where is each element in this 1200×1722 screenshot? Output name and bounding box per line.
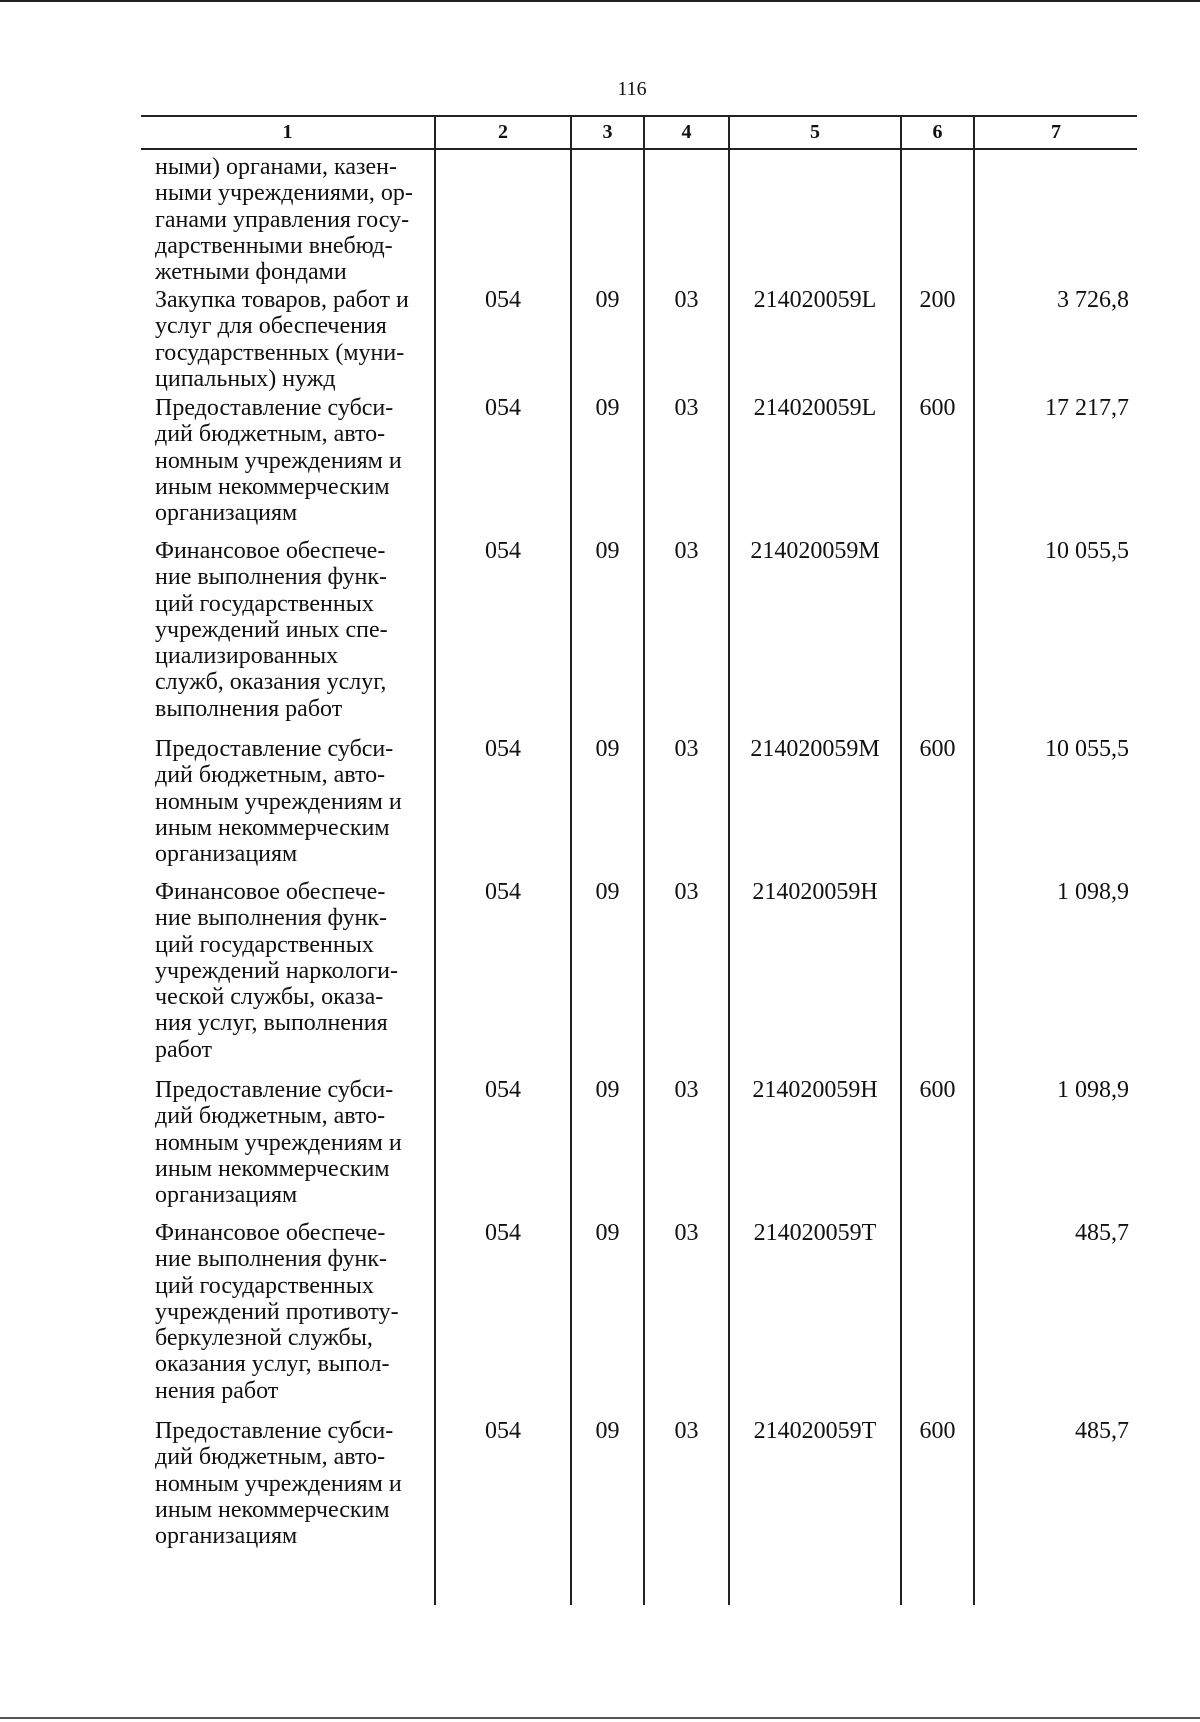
target-article-text: 214020059M	[750, 538, 880, 564]
scan-edge-top	[0, 0, 1200, 2]
description-cell	[141, 1077, 435, 1220]
header-col-1: 1	[141, 116, 435, 149]
amount-text: 17 217,7	[1045, 395, 1129, 421]
ministry-code-text: 054	[485, 736, 521, 762]
section-text: 09	[595, 736, 620, 762]
amount-cell	[974, 395, 1137, 538]
table-row	[141, 287, 1137, 395]
expense-type-text: 600	[919, 1418, 956, 1444]
description-text: ными) органами, казен- ными учреждениями, ор- ганами управления госу- дарственными внебюд- жетными фондами	[155, 154, 413, 286]
expense-type-cell	[901, 1220, 974, 1418]
ministry-code-cell	[435, 1418, 571, 1605]
expense-type-cell	[901, 736, 974, 879]
section-text: 09	[595, 287, 620, 313]
ministry-code-text: 054	[485, 538, 521, 564]
section-text: 09	[595, 1418, 620, 1444]
ministry-code-cell	[435, 736, 571, 879]
target-article-text: 214020059H	[752, 879, 878, 905]
expense-type-text: 600	[919, 395, 956, 421]
ministry-code-cell	[435, 149, 571, 287]
subsection-cell	[644, 538, 729, 736]
description-cell	[141, 538, 435, 736]
subsection-cell	[644, 1220, 729, 1418]
scan-edge-bottom	[0, 1717, 1200, 1719]
section-cell	[571, 538, 644, 736]
target-article-text: 214020059T	[753, 1418, 877, 1444]
ministry-code-text: 054	[485, 1077, 521, 1103]
expense-type-cell	[901, 395, 974, 538]
amount-text: 485,7	[1075, 1220, 1129, 1246]
description-text: Финансовое обеспече- ние выполнения функ- ций государственных учреждений наркологи- ческой службы, оказа- ния услуг, выполнения работ	[155, 879, 398, 1063]
table-body	[141, 149, 1137, 1605]
amount-cell	[974, 538, 1137, 736]
header-col-6: 6	[901, 116, 974, 149]
expense-type-text: 600	[919, 1077, 956, 1103]
subsection-text: 03	[674, 395, 699, 421]
section-text: 09	[595, 1220, 620, 1246]
table-row	[141, 149, 1137, 287]
ministry-code-cell	[435, 1220, 571, 1418]
target-article-cell	[729, 879, 901, 1077]
table-row	[141, 736, 1137, 879]
target-article-text: 214020059H	[752, 1077, 878, 1103]
budget-table-container	[141, 115, 1137, 1605]
description-cell	[141, 879, 435, 1077]
target-article-text: 214020059M	[750, 736, 880, 762]
ministry-code-text: 054	[485, 1220, 521, 1246]
section-cell	[571, 395, 644, 538]
subsection-cell	[644, 1077, 729, 1220]
section-text: 09	[595, 538, 620, 564]
section-cell	[571, 1220, 644, 1418]
section-cell	[571, 1077, 644, 1220]
ministry-code-text: 054	[485, 879, 521, 905]
target-article-text: 214020059L	[753, 287, 877, 313]
description-text: Предоставление субси- дий бюджетным, авто- номным учреждениям и иным некоммерческим организациям	[155, 395, 402, 527]
subsection-cell	[644, 879, 729, 1077]
ministry-code-cell	[435, 395, 571, 538]
subsection-text: 03	[674, 1220, 699, 1246]
section-cell	[571, 149, 644, 287]
ministry-code-text: 054	[485, 395, 521, 421]
section-text: 09	[595, 1077, 620, 1103]
section-cell	[571, 1418, 644, 1605]
expense-type-cell	[901, 287, 974, 395]
subsection-text: 03	[674, 736, 699, 762]
expense-type-text: 200	[919, 287, 956, 313]
expense-type-cell	[901, 149, 974, 287]
description-cell	[141, 1418, 435, 1605]
ministry-code-cell	[435, 287, 571, 395]
amount-text: 485,7	[1075, 1418, 1129, 1444]
amount-cell	[974, 1220, 1137, 1418]
description-cell	[141, 1220, 435, 1418]
subsection-cell	[644, 736, 729, 879]
target-article-cell	[729, 149, 901, 287]
table-row	[141, 538, 1137, 736]
table-row	[141, 1220, 1137, 1418]
description-cell	[141, 149, 435, 287]
target-article-text: 214020059L	[753, 395, 877, 421]
expense-type-cell	[901, 538, 974, 736]
table-row	[141, 1418, 1137, 1605]
target-article-cell	[729, 736, 901, 879]
header-col-5: 5	[729, 116, 901, 149]
target-article-cell	[729, 395, 901, 538]
table-row	[141, 395, 1137, 538]
amount-cell	[974, 1077, 1137, 1220]
header-col-3: 3	[571, 116, 644, 149]
ministry-code-text: 054	[485, 1418, 521, 1444]
amount-text: 1 098,9	[1057, 879, 1129, 905]
header-col-7: 7	[974, 116, 1137, 149]
amount-text: 10 055,5	[1045, 538, 1129, 564]
description-text: Предоставление субси- дий бюджетным, авто- номным учреждениям и иным некоммерческим организациям	[155, 1418, 402, 1550]
subsection-cell	[644, 1418, 729, 1605]
subsection-cell	[644, 287, 729, 395]
description-text: Предоставление субси- дий бюджетным, авто- номным учреждениям и иным некоммерческим организациям	[155, 736, 402, 868]
section-cell	[571, 287, 644, 395]
header-col-4: 4	[644, 116, 729, 149]
ministry-code-cell	[435, 538, 571, 736]
subsection-text: 03	[674, 1077, 699, 1103]
amount-cell	[974, 287, 1137, 395]
section-text: 09	[595, 879, 620, 905]
amount-text: 10 055,5	[1045, 736, 1129, 762]
target-article-cell	[729, 1077, 901, 1220]
description-text: Предоставление субси- дий бюджетным, авто- номным учреждениям и иным некоммерческим организациям	[155, 1077, 402, 1209]
target-article-cell	[729, 538, 901, 736]
ministry-code-cell	[435, 879, 571, 1077]
table-header-row	[141, 116, 1137, 149]
description-cell	[141, 287, 435, 395]
subsection-cell	[644, 395, 729, 538]
description-text: Закупка товаров, работ и услуг для обеспечения государственных (муни- ципальных) нужд	[155, 287, 409, 392]
subsection-text: 03	[674, 287, 699, 313]
subsection-text: 03	[674, 879, 699, 905]
expense-type-text: 600	[919, 736, 956, 762]
target-article-cell	[729, 1418, 901, 1605]
subsection-text: 03	[674, 538, 699, 564]
amount-text: 3 726,8	[1057, 287, 1129, 313]
table-row	[141, 879, 1137, 1077]
amount-text: 1 098,9	[1057, 1077, 1129, 1103]
description-text: Финансовое обеспече- ние выполнения функ- ций государственных учреждений противоту- беркулезной службы, оказания услуг, выпол- нения работ	[155, 1220, 399, 1404]
amount-cell	[974, 1418, 1137, 1605]
ministry-code-text: 054	[485, 287, 521, 313]
header-col-2: 2	[435, 116, 571, 149]
description-cell	[141, 395, 435, 538]
section-cell	[571, 879, 644, 1077]
description-cell	[141, 736, 435, 879]
expense-type-cell	[901, 1077, 974, 1220]
section-cell	[571, 736, 644, 879]
expense-type-cell	[901, 1418, 974, 1605]
table-row	[141, 1077, 1137, 1220]
target-article-text: 214020059T	[753, 1220, 877, 1246]
subsection-text: 03	[674, 1418, 699, 1444]
page-number: 116	[617, 78, 647, 100]
target-article-cell	[729, 287, 901, 395]
amount-cell	[974, 149, 1137, 287]
description-text: Финансовое обеспече- ние выполнения функ- ций государственных учреждений иных спе- циализированных служб, оказания услуг, выполнения работ	[155, 538, 388, 722]
ministry-code-cell	[435, 1077, 571, 1220]
amount-cell	[974, 879, 1137, 1077]
amount-cell	[974, 736, 1137, 879]
section-text: 09	[595, 395, 620, 421]
target-article-cell	[729, 1220, 901, 1418]
expense-type-cell	[901, 879, 974, 1077]
budget-table	[141, 115, 1137, 1605]
subsection-cell	[644, 149, 729, 287]
